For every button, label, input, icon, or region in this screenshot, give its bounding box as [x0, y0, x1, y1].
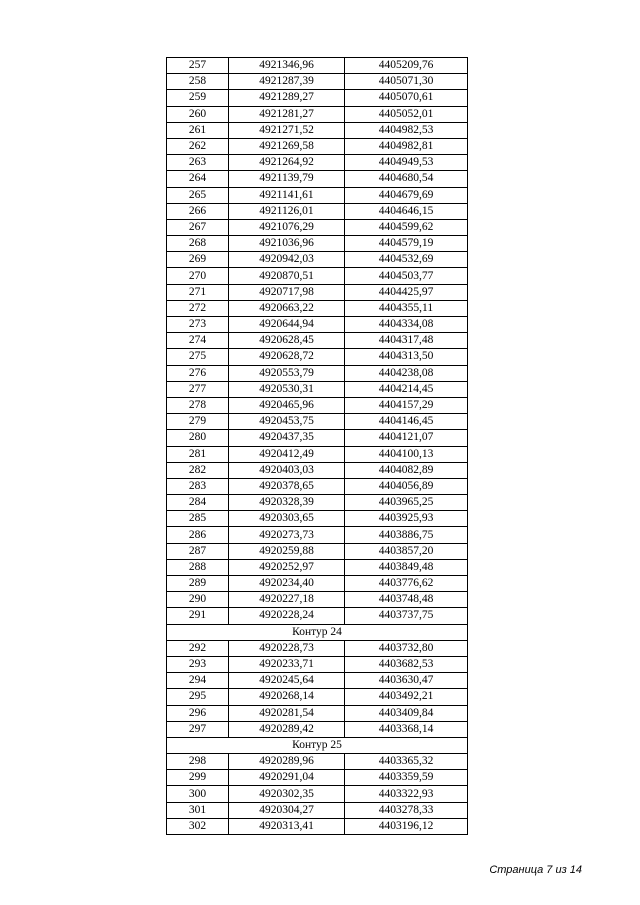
x-coordinate-cell: 4920553,79 — [229, 365, 345, 381]
x-coordinate-cell: 4921141,61 — [229, 187, 345, 203]
x-coordinate-cell: 4920942,03 — [229, 252, 345, 268]
point-number-cell: 275 — [167, 349, 229, 365]
point-number-cell: 281 — [167, 446, 229, 462]
point-number-cell: 290 — [167, 592, 229, 608]
point-number-cell: 271 — [167, 284, 229, 300]
y-coordinate-cell: 4404313,50 — [345, 349, 468, 365]
y-coordinate-cell: 4405209,76 — [345, 58, 468, 74]
point-number-cell: 279 — [167, 414, 229, 430]
table-row — [167, 543, 468, 559]
y-coordinate-cell: 4403965,25 — [345, 495, 468, 511]
point-number-cell: 278 — [167, 397, 229, 413]
x-coordinate-cell: 4920465,96 — [229, 397, 345, 413]
y-coordinate-cell: 4403630,47 — [345, 673, 468, 689]
table-row — [167, 252, 468, 268]
point-number-cell: 284 — [167, 495, 229, 511]
table-row — [167, 527, 468, 543]
table-row — [167, 122, 468, 138]
point-number-cell: 288 — [167, 559, 229, 575]
table-row — [167, 333, 468, 349]
point-number-cell: 266 — [167, 203, 229, 219]
x-coordinate-cell: 4921126,01 — [229, 203, 345, 219]
table-row — [167, 705, 468, 721]
table-row — [167, 365, 468, 381]
y-coordinate-cell: 4403682,53 — [345, 656, 468, 672]
table-row — [167, 802, 468, 818]
y-coordinate-cell: 4404425,97 — [345, 284, 468, 300]
y-coordinate-cell: 4403886,75 — [345, 527, 468, 543]
point-number-cell: 301 — [167, 802, 229, 818]
table-row — [167, 187, 468, 203]
x-coordinate-cell: 4920259,88 — [229, 543, 345, 559]
point-number-cell: 264 — [167, 171, 229, 187]
y-coordinate-cell: 4403322,93 — [345, 786, 468, 802]
point-number-cell: 259 — [167, 90, 229, 106]
table-row — [167, 381, 468, 397]
x-coordinate-cell: 4920228,24 — [229, 608, 345, 624]
table-row — [167, 673, 468, 689]
x-coordinate-cell: 4921269,58 — [229, 138, 345, 154]
table-row — [167, 770, 468, 786]
point-number-cell: 274 — [167, 333, 229, 349]
y-coordinate-cell: 4405071,30 — [345, 74, 468, 90]
point-number-cell: 276 — [167, 365, 229, 381]
y-coordinate-cell: 4404157,29 — [345, 397, 468, 413]
y-coordinate-cell: 4403359,59 — [345, 770, 468, 786]
x-coordinate-cell: 4920628,72 — [229, 349, 345, 365]
table-row — [167, 155, 468, 171]
x-coordinate-cell: 4920291,04 — [229, 770, 345, 786]
x-coordinate-cell: 4920304,27 — [229, 802, 345, 818]
table-row — [167, 430, 468, 446]
x-coordinate-cell: 4920663,22 — [229, 300, 345, 316]
x-coordinate-cell: 4920303,65 — [229, 511, 345, 527]
table-row — [167, 689, 468, 705]
x-coordinate-cell: 4920378,65 — [229, 478, 345, 494]
y-coordinate-cell: 4403278,33 — [345, 802, 468, 818]
y-coordinate-cell: 4403732,80 — [345, 640, 468, 656]
table-row — [167, 219, 468, 235]
y-coordinate-cell: 4403368,14 — [345, 721, 468, 737]
x-coordinate-cell: 4921346,96 — [229, 58, 345, 74]
x-coordinate-cell: 4921287,39 — [229, 74, 345, 90]
x-coordinate-cell: 4920289,42 — [229, 721, 345, 737]
contour-label: Контур 24 — [167, 624, 468, 640]
table-row — [167, 58, 468, 74]
y-coordinate-cell: 4404238,08 — [345, 365, 468, 381]
table-row — [167, 511, 468, 527]
point-number-cell: 272 — [167, 300, 229, 316]
point-number-cell: 257 — [167, 58, 229, 74]
y-coordinate-cell: 4404317,48 — [345, 333, 468, 349]
point-number-cell: 302 — [167, 818, 229, 834]
point-number-cell: 261 — [167, 122, 229, 138]
point-number-cell: 283 — [167, 478, 229, 494]
y-coordinate-cell: 4404982,81 — [345, 138, 468, 154]
point-number-cell: 285 — [167, 511, 229, 527]
point-number-cell: 277 — [167, 381, 229, 397]
y-coordinate-cell: 4405052,01 — [345, 106, 468, 122]
y-coordinate-cell: 4404579,19 — [345, 236, 468, 252]
x-coordinate-cell: 4920313,41 — [229, 818, 345, 834]
x-coordinate-cell: 4920412,49 — [229, 446, 345, 462]
point-number-cell: 269 — [167, 252, 229, 268]
y-coordinate-cell: 4403365,32 — [345, 754, 468, 770]
table-row — [167, 74, 468, 90]
y-coordinate-cell: 4404503,77 — [345, 268, 468, 284]
x-coordinate-cell: 4920437,35 — [229, 430, 345, 446]
table-row — [167, 576, 468, 592]
x-coordinate-cell: 4921036,96 — [229, 236, 345, 252]
contour-label: Контур 25 — [167, 737, 468, 753]
point-number-cell: 295 — [167, 689, 229, 705]
x-coordinate-cell: 4920268,14 — [229, 689, 345, 705]
point-number-cell: 299 — [167, 770, 229, 786]
x-coordinate-cell: 4920328,39 — [229, 495, 345, 511]
point-number-cell: 268 — [167, 236, 229, 252]
x-coordinate-cell: 4920281,54 — [229, 705, 345, 721]
y-coordinate-cell: 4404679,69 — [345, 187, 468, 203]
point-number-cell: 292 — [167, 640, 229, 656]
x-coordinate-cell: 4920227,18 — [229, 592, 345, 608]
table-row — [167, 90, 468, 106]
x-coordinate-cell: 4920870,51 — [229, 268, 345, 284]
y-coordinate-cell: 4403492,21 — [345, 689, 468, 705]
point-number-cell: 300 — [167, 786, 229, 802]
y-coordinate-cell: 4403409,84 — [345, 705, 468, 721]
y-coordinate-cell: 4404355,11 — [345, 300, 468, 316]
point-number-cell: 294 — [167, 673, 229, 689]
table-row — [167, 478, 468, 494]
table-row — [167, 106, 468, 122]
point-number-cell: 280 — [167, 430, 229, 446]
point-number-cell: 286 — [167, 527, 229, 543]
y-coordinate-cell: 4403857,20 — [345, 543, 468, 559]
point-number-cell: 267 — [167, 219, 229, 235]
x-coordinate-cell: 4921076,29 — [229, 219, 345, 235]
point-number-cell: 262 — [167, 138, 229, 154]
x-coordinate-cell: 4920252,97 — [229, 559, 345, 575]
x-coordinate-cell: 4921139,79 — [229, 171, 345, 187]
x-coordinate-cell: 4920233,71 — [229, 656, 345, 672]
table-row — [167, 818, 468, 834]
coordinates-table-body — [167, 58, 468, 835]
table-row — [167, 138, 468, 154]
table-row — [167, 284, 468, 300]
y-coordinate-cell: 4404599,62 — [345, 219, 468, 235]
x-coordinate-cell: 4920228,73 — [229, 640, 345, 656]
table-row — [167, 608, 468, 624]
x-coordinate-cell: 4920245,64 — [229, 673, 345, 689]
y-coordinate-cell: 4403776,62 — [345, 576, 468, 592]
x-coordinate-cell: 4920273,73 — [229, 527, 345, 543]
table-row — [167, 268, 468, 284]
x-coordinate-cell: 4921264,92 — [229, 155, 345, 171]
point-number-cell: 265 — [167, 187, 229, 203]
point-number-cell: 260 — [167, 106, 229, 122]
point-number-cell: 289 — [167, 576, 229, 592]
table-row — [167, 786, 468, 802]
x-coordinate-cell: 4921271,52 — [229, 122, 345, 138]
coordinates-table — [166, 57, 468, 835]
point-number-cell: 273 — [167, 317, 229, 333]
contour-header-row — [167, 624, 468, 640]
contour-header-row — [167, 737, 468, 753]
y-coordinate-cell: 4404949,53 — [345, 155, 468, 171]
table-row — [167, 397, 468, 413]
y-coordinate-cell: 4403737,75 — [345, 608, 468, 624]
y-coordinate-cell: 4404334,08 — [345, 317, 468, 333]
table-row — [167, 171, 468, 187]
x-coordinate-cell: 4920403,03 — [229, 462, 345, 478]
x-coordinate-cell: 4920530,31 — [229, 381, 345, 397]
table-row — [167, 317, 468, 333]
table-row — [167, 446, 468, 462]
y-coordinate-cell: 4405070,61 — [345, 90, 468, 106]
x-coordinate-cell: 4920644,94 — [229, 317, 345, 333]
table-row — [167, 559, 468, 575]
table-row — [167, 592, 468, 608]
point-number-cell: 287 — [167, 543, 229, 559]
y-coordinate-cell: 4403849,48 — [345, 559, 468, 575]
y-coordinate-cell: 4404680,54 — [345, 171, 468, 187]
table-row — [167, 414, 468, 430]
table-row — [167, 640, 468, 656]
y-coordinate-cell: 4404100,13 — [345, 446, 468, 462]
point-number-cell: 263 — [167, 155, 229, 171]
point-number-cell: 296 — [167, 705, 229, 721]
x-coordinate-cell: 4921281,27 — [229, 106, 345, 122]
point-number-cell: 293 — [167, 656, 229, 672]
point-number-cell: 297 — [167, 721, 229, 737]
table-row — [167, 721, 468, 737]
y-coordinate-cell: 4404056,89 — [345, 478, 468, 494]
y-coordinate-cell: 4404082,89 — [345, 462, 468, 478]
x-coordinate-cell: 4920234,40 — [229, 576, 345, 592]
table-row — [167, 203, 468, 219]
y-coordinate-cell: 4404646,15 — [345, 203, 468, 219]
point-number-cell: 270 — [167, 268, 229, 284]
x-coordinate-cell: 4920453,75 — [229, 414, 345, 430]
x-coordinate-cell: 4920289,96 — [229, 754, 345, 770]
x-coordinate-cell: 4920302,35 — [229, 786, 345, 802]
table-row — [167, 236, 468, 252]
table-row — [167, 462, 468, 478]
y-coordinate-cell: 4404214,45 — [345, 381, 468, 397]
page-footer: Страница 7 из 14 — [489, 864, 582, 876]
x-coordinate-cell: 4921289,27 — [229, 90, 345, 106]
y-coordinate-cell: 4404121,07 — [345, 430, 468, 446]
x-coordinate-cell: 4920628,45 — [229, 333, 345, 349]
y-coordinate-cell: 4403748,48 — [345, 592, 468, 608]
point-number-cell: 298 — [167, 754, 229, 770]
table-row — [167, 300, 468, 316]
y-coordinate-cell: 4403925,93 — [345, 511, 468, 527]
point-number-cell: 282 — [167, 462, 229, 478]
point-number-cell: 291 — [167, 608, 229, 624]
y-coordinate-cell: 4404146,45 — [345, 414, 468, 430]
y-coordinate-cell: 4404532,69 — [345, 252, 468, 268]
table-row — [167, 495, 468, 511]
y-coordinate-cell: 4403196,12 — [345, 818, 468, 834]
y-coordinate-cell: 4404982,53 — [345, 122, 468, 138]
table-row — [167, 349, 468, 365]
point-number-cell: 258 — [167, 74, 229, 90]
table-row — [167, 656, 468, 672]
x-coordinate-cell: 4920717,98 — [229, 284, 345, 300]
table-row — [167, 754, 468, 770]
